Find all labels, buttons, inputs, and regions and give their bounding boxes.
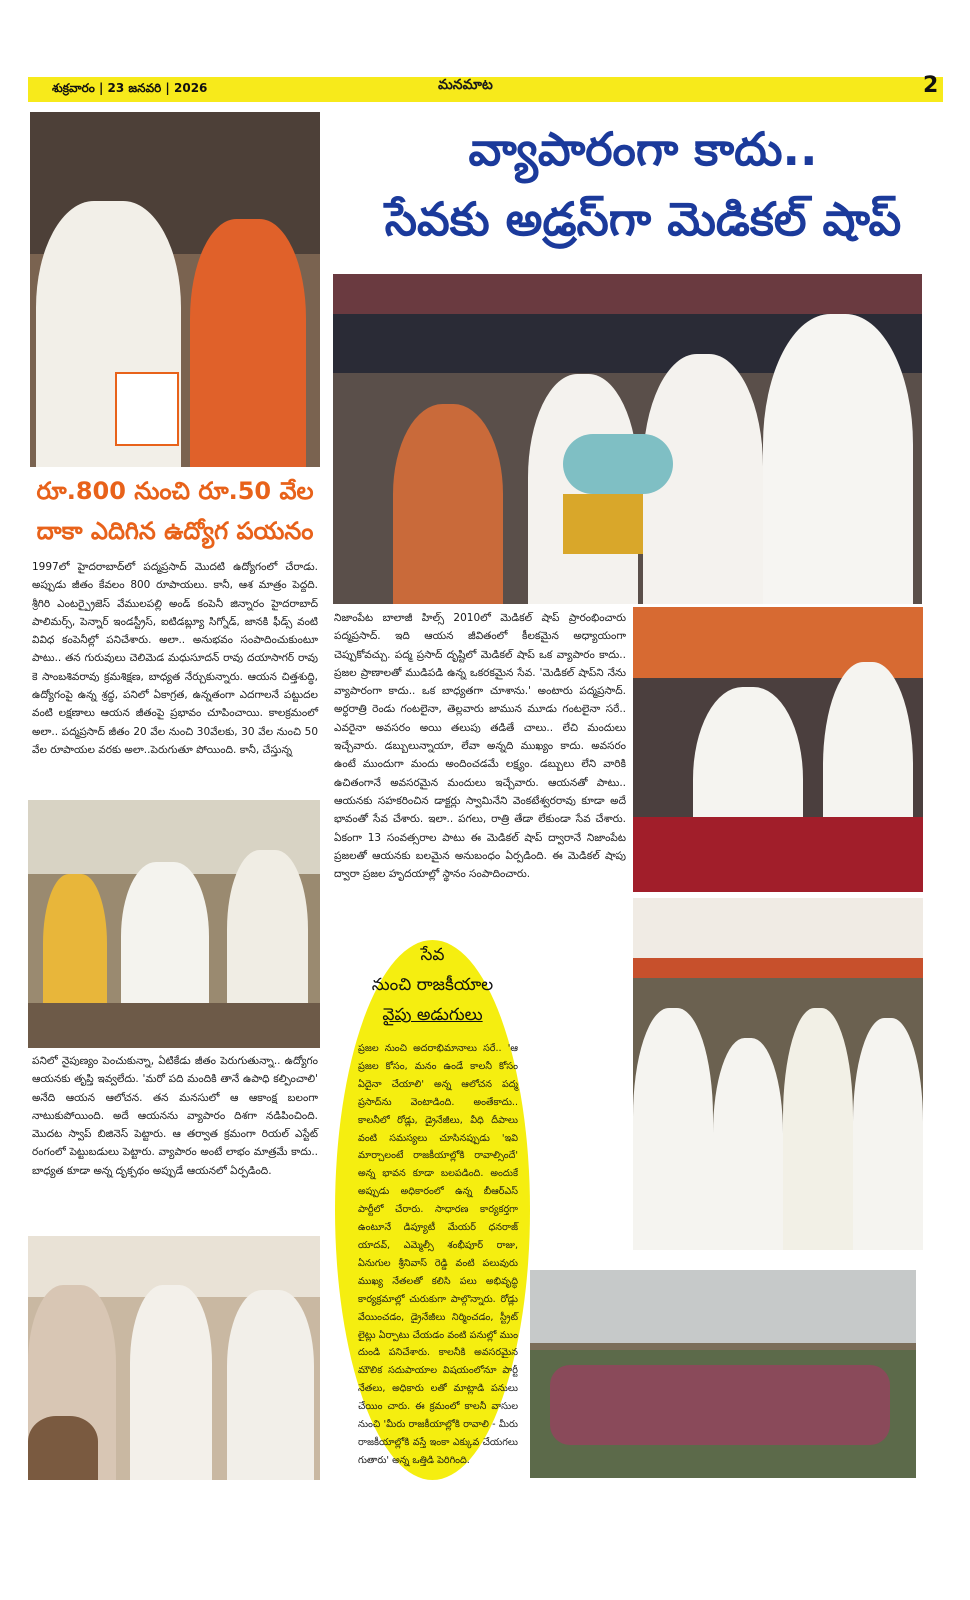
photo-group-leaders [633,898,923,1250]
sidebar-title-line-1: సేవ [420,945,445,965]
headline-line-2: సేవకు అడ్రస్‌గా మెడికల్ షాప్ [384,192,902,246]
left-article-paragraph-1: 1997లో హైదరాబాద్‌లో పద్మప్రసాద్ మొదటి ఉద్యోగంలో చేరాడు. అప్పుడు జీతం కేవలం 800 రూపాయలు. కానీ, ఆశ మాత్రం పెద్దది. శ్రీగిరి ఎంటర్ప్రైజెస్ వేములపల్లి అండ్ కంపెనీ జిన్నారం హైదరాబాద్ పాలిమర్స్, పెన్నార్ ఇండస్ట్రీస్, ఐటిడబ్ల్యూ సిగ్నోడ్, జానకి ఫీడ్స్ వంటి వివిధ కంపెనీల్లో పనిచేశారు. అలా.. అనుభవం సంపాదించుకుంటూ పాటు.. తన గురువులు చెలిమెడ మధుసూదన్ రావు దయాసాగర్ రావు కె సాంబశివరావు క్రమశిక్షణ, బాధ్యత నేర్చుకున్నారు. ఆయన చిత్తశుద్ధి, ఉద్యోగంపై ఉన్న శ్రద్ధ, పనిలో ఏకాగ్రత, ఉన్నతంగా ఎదగాలనే పట్టుదల వంటి లక్షణాలు ఆయన జీతంపై ప్రభావం చూపించాయి. కాలక్రమంలో అలా.. పద్మప్రసాద్ జీతం 20 వేల నుంచి 30వేలకు, 30 వేల నుంచి 50 వేల రూపాయల వరకు అలా..పెరుగుతూ పోయింది. కానీ, చేస్తున్న [32,561,318,756]
photo-party-welcome [28,800,320,1048]
middle-article-paragraph: నిజాంపేట బాలాజీ హిల్స్ 2010లో మెడికల్ షాప్ ప్రారంభించారు పద్మప్రసాద్. ఇది ఆయన జీవితంలో కీలకమైన అధ్యాయంగా చెప్పుకోవచ్చు. పద్మ ప్రసాద్ దృష్టిలో మెడికల్ షాప్ ఒక వ్యాపారం కాదు.. ప్రజల ప్రాణాలతో ముడిపడి ఉన్న ఒకరకమైన సేవ. 'మెడికల్ షాప్‌ని నేను వ్యాపారంగా కాదు.. ఒక బాధ్యతగా చూశాను.' అంటారు పద్మప్రసాద్. అర్ధరాత్రి రెండు గంటలైనా, తెల్లవారు జామున మూడు గంటలైనా సరే.. ఎవరైనా అవసరం అయి తలుపు తడితే చాలు.. లేచి మందులు ఇచ్చేవారు. డబ్బులున్నాయా, లేవా అన్నది ముఖ్యం కాదు. అవసరం ఉంటే ముందుగా మందు అందించడమే లక్ష్యం. డబ్బులు లేని వారికి ఉచితంగానే అవసరమైన మందులు ఇచ్చేవారు. ఆయనతో పాటు.. ఆయనకు సహకరించిన డాక్టర్లు స్వామినేని వెంకటేశ్వరరావు కూడా అదే భావంతో సేవ చేశారు. ఇలా.. పగలు, రాత్రి తేడా లేకుండా సేవ చేశారు. ఏకంగా 13 సంవత్సరాల పాటు ఈ మెడికల్ షాప్ ద్వారానే నిజాంపేట ప్రజలతో ఆయనకు బలమైన అనుబంధం ఏర్పడింది. ఈ మెడికల్ షాపు ద్వారా ప్రజల హృదయాల్లో స్థానం సంపాదించారు. [334,612,626,881]
subheadline-line-1: రూ.800 నుంచి రూ.50 వేల [36,477,314,505]
photo-two-leaders [30,112,320,467]
sidebar-title-line-3: వైపు అడుగులు [382,1005,483,1025]
left-article-paragraph-2: పనిలో నైపుణ్యం పెంచుకున్నా, ఏటికేడు జీతం పెరుగుతున్నా.. ఉద్యోగం ఆయనకు తృప్తి ఇవ్వలేదు. 'మరో పది మందికి తానే ఉపాధి కల్పించాలి' అనేది ఆయన ఆలోచన. తన మనసులో ఆ ఆకాంక్ష బలంగా నాటుకుపోయింది. అదే ఆయనను వ్యాపారం దిశగా నడిపించింది. మొదట స్వాప్ బిజినెస్ పెట్టారు. ఆ తర్వాత క్రమంగా రియల్ ఎస్టేట్ రంగంలో పెట్టుబడులు పెట్టారు. వ్యాపారం అంటే లాభం మాత్రమే కాదు.. బాధ్యత కూడా అన్న దృక్పథం అప్పుడే ఆయనలో ఏర్పడింది. [32,1055,318,1177]
sidebar-body: ప్రజల నుంచి అదరాభిమానాలు సరే.. 'ఆ ప్రజల కోసం, మనం ఉండే కాలనీ కోసం ఏదైనా చేయాలి' అన్న ఆలోచన పద్మ ప్రసాద్‌ను వెంటాడింది. అంతేకాదు.. కాలనీలో రోడ్లు, డ్రైనేజీలు, వీధి దీపాలు వంటి సమస్యలు చూసినప్పుడు 'ఇవి మార్చాలంటే రాజకీయాల్లోకి రావాల్సిందే' అన్న భావన కూడా బలపడింది. అందుకే అప్పుడు అధికారంలో ఉన్న బీఆర్ఎస్ పార్టీలో చేరారు. సాధారణ కార్యకర్తగా ఉంటూనే డిప్యూటీ మేయర్ ధనరాజ్ యాదవ్, ఎమ్మెల్సీ శంభీపూర్ రాజు, ఏనుగుల శ్రీనివాస్ రెడ్డి వంటి పలువురు ముఖ్య నేతలతో కలిసి పలు అభివృద్ధి కార్యక్రమాల్లో చురుకుగా పాల్గొన్నారు. రోడ్లు వేయించడం, డ్రైనేజీలు నిర్మించడం, స్ట్రీట్ లైట్లు ఏర్పాటు చేయడం వంటి పనుల్లో ముం దుండి పనిచేశారు. కాలనీకి అవసరమైన మౌలిక సదుపాయాల విషయంలోనూ పార్టీ నేతలు, అధికారు లతో మాట్లాడి పనులు చేయిం చారు. ఈ క్రమంలో కాలనీ వాసుల నుంచి 'మీరు రాజకీయాల్లోకి రావాలి - మీరు రాజకీయాల్లోకి వస్తే ఇంకా ఎక్కువ చేయగలు గుతారు' అన్న ఒత్తిడి పెరిగింది. [358,1043,518,1466]
sidebar-title-line-2: నుంచి రాజకీయాల [371,975,494,995]
photo-speech [633,607,923,892]
photo-event-gathering [28,1236,320,1480]
masthead: మనమాట [438,77,493,93]
photo-distribution-event [333,274,922,604]
page-number: 2 [923,73,939,98]
headline-line-1: వ్యాపారంగా కాదు.. [468,122,818,176]
photo-crowd-meeting [530,1270,916,1478]
sidebar-title [350,940,515,1030]
issue-date: శుక్రవారం | 23 జనవరి | 2026 [52,81,208,95]
subheadline-line-2: దాకా ఎదిగిన ఉద్యోగ పయనం [36,517,314,545]
party-badge-image [115,372,179,446]
